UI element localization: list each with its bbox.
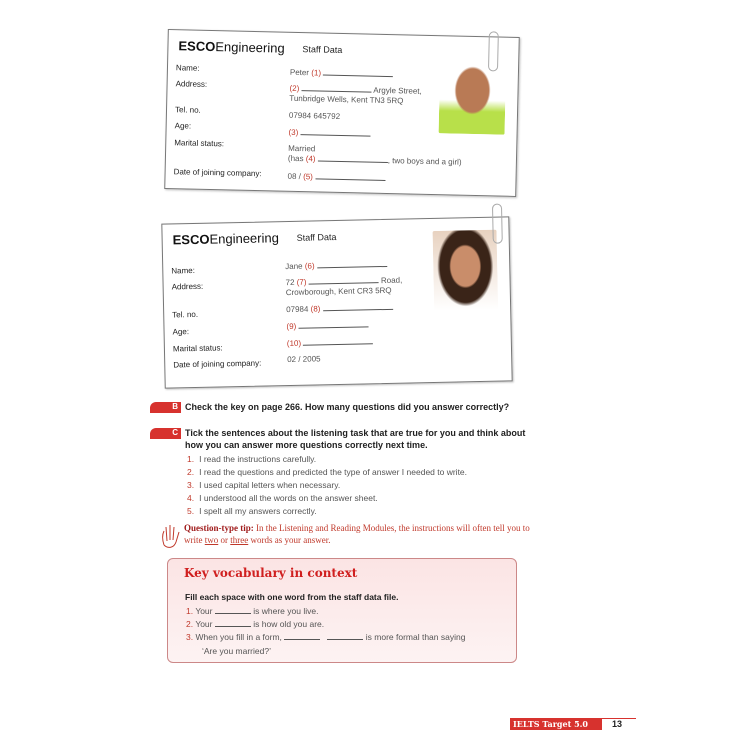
checklist-item: 2. I read the questions and predicted the type of answer I needed to write.: [187, 467, 468, 477]
checklist-item: 5. I spelt all my answers correctly.: [187, 506, 317, 516]
vocab-instruction: Fill each space with one word from the staff data file.: [185, 592, 399, 602]
value-date: 08 / (5): [287, 172, 385, 184]
label-address: Address:: [171, 281, 204, 292]
label-tel: Tel. no.: [174, 105, 201, 115]
value-date: 02 / 2005: [287, 354, 321, 365]
value-age: (3): [288, 128, 370, 140]
value-age: (9): [286, 320, 368, 332]
card-title: Staff Data: [302, 44, 343, 55]
label-age: Age:: [172, 327, 190, 337]
value-address: (2) Argyle Street, Tunbridge Wells, Kent TN3 5RQ: [289, 83, 422, 106]
section-b-tab: B: [150, 402, 181, 413]
vocab-item-continued: ‘Are you married?’: [202, 646, 271, 656]
vocab-item: 2. Your is how old you are.: [186, 619, 325, 629]
label-address: Address:: [175, 79, 208, 89]
card-title: Staff Data: [296, 231, 337, 243]
label-marital: Marital status:: [174, 138, 225, 149]
label-tel: Tel. no.: [172, 309, 199, 320]
hand-icon: [160, 523, 182, 549]
paperclip-icon: [492, 204, 503, 244]
section-c-tab: C: [150, 428, 181, 439]
value-marital: Married (has (4) , two boys and a girl): [287, 143, 462, 167]
value-address: 72 (7) Road, Crowborough, Kent CR3 5RQ: [285, 275, 403, 298]
question-type-tip: Question-type tip: In the Listening and Reading Modules, the instructions will often tell you to write two or three words as your answer.: [184, 523, 530, 545]
company-logo: ESCOEngineering: [178, 38, 285, 56]
checklist-item: 4. I understood all the words on the answer sheet.: [187, 493, 378, 503]
value-tel: 07984 645792: [288, 110, 341, 121]
paperclip-icon: [488, 31, 499, 71]
label-date: Date of joining company:: [173, 167, 262, 179]
value-marital: (10): [287, 337, 374, 349]
staff-card-peter: [164, 29, 520, 197]
staff-photo: [433, 230, 499, 311]
company-logo: ESCOEngineering: [172, 230, 280, 248]
label-name: Name:: [171, 265, 195, 276]
section-b-instruction: Check the key on page 266. How many questions did you answer correctly?: [185, 402, 510, 412]
label-age: Age:: [174, 121, 192, 131]
label-date: Date of joining company:: [173, 358, 262, 370]
label-name: Name:: [175, 63, 200, 73]
label-marital: Marital status:: [172, 343, 223, 354]
key-vocabulary-box: [167, 558, 517, 663]
checklist-item: 3. I used capital letters when necessary.: [187, 480, 341, 490]
value-name: Jane (6): [285, 260, 387, 272]
checklist-item: 1. I read the instructions carefully.: [187, 454, 317, 464]
vocab-item: 1. Your is where you live.: [186, 606, 319, 616]
vocab-title: Key vocabulary in context: [184, 566, 358, 580]
staff-card-jane: [161, 216, 512, 388]
value-tel: 07984 (8): [286, 303, 393, 315]
value-name: Peter (1): [290, 68, 394, 80]
vocab-item: 3. When you fill in a form, is more formal than saying: [186, 632, 466, 642]
book-title: IELTS Target 5.0: [510, 719, 602, 730]
page-number: 13: [612, 719, 623, 729]
section-c-instruction: Tick the sentences about the listening task that are true for you and think about how you can answer more questions correctly next time.: [185, 428, 526, 450]
